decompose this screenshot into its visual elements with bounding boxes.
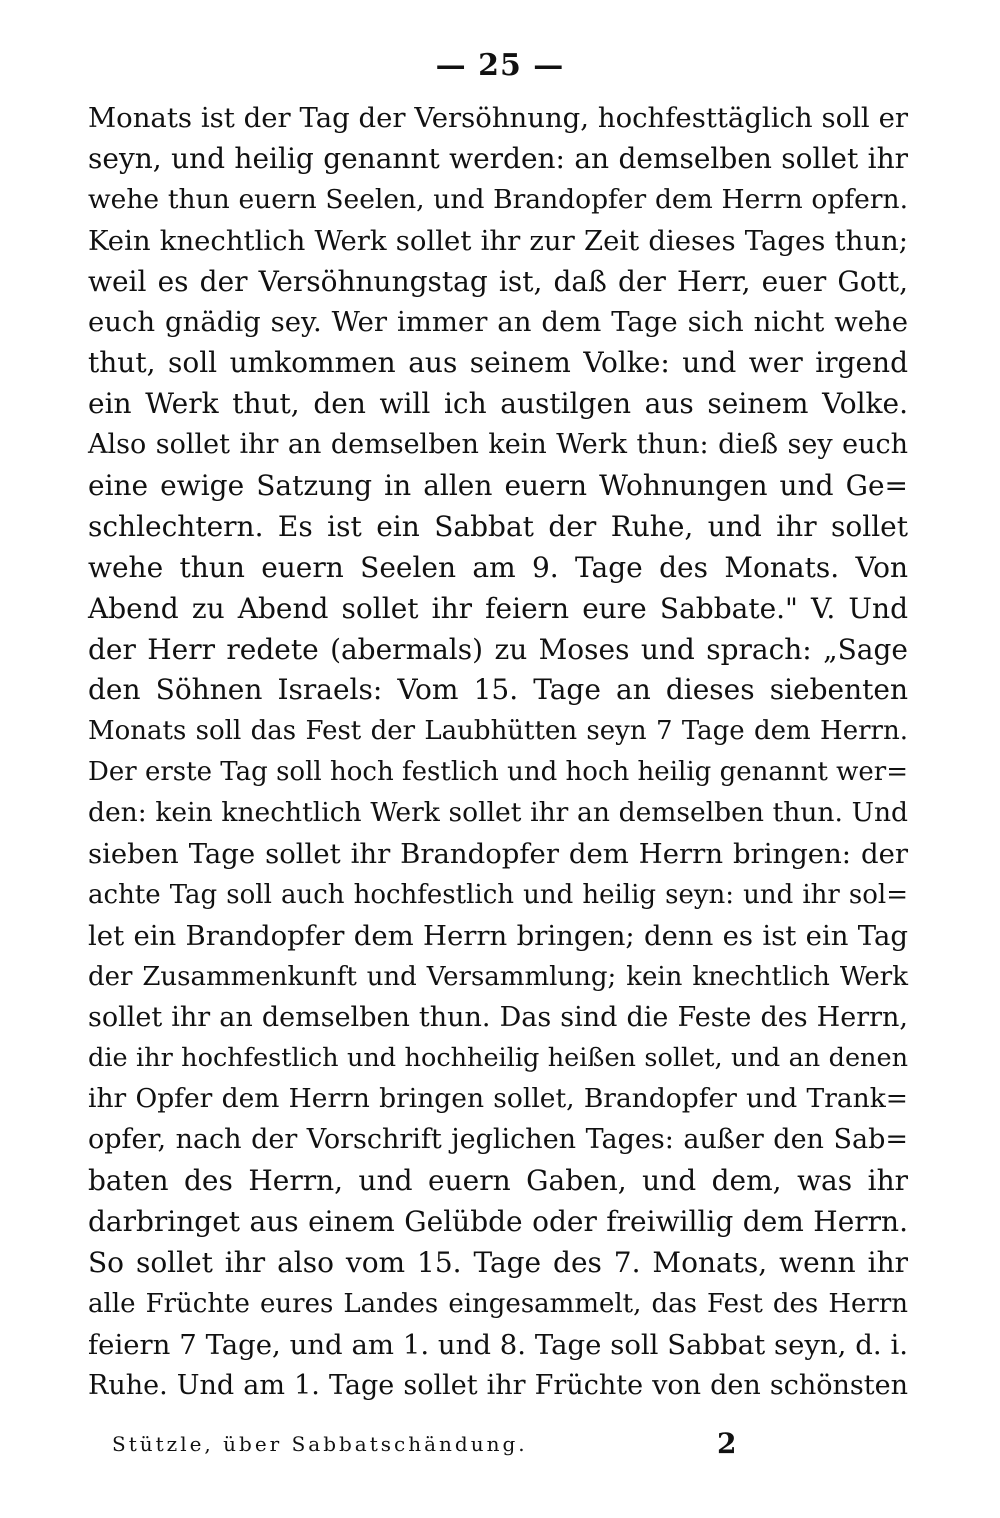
text-line: Der erste Tag soll hoch festlich und hoch heilig genannt wer=	[88, 757, 908, 788]
text-line: schlechtern. Es ist ein Sabbat der Ruhe, und ihr sollet	[88, 509, 908, 543]
text-line: thut, soll umkommen aus seinem Volke: und wer irgend	[88, 346, 908, 380]
text-line: Monats ist der Tag der Versöhnung, hochfesttäglich soll er	[88, 102, 908, 134]
text-line: alle Früchte eures Landes eingesammelt, das Fest des Herrn	[88, 1288, 908, 1319]
text-line: der Herr redete (abermals) zu Moses und sprach: „Sage	[88, 632, 908, 666]
text-line: wehe thun euern Seelen, und Brandopfer dem Herrn opfern.	[88, 183, 908, 215]
text-line: baten des Herrn, und euern Gaben, und dem, was ihr	[88, 1164, 908, 1198]
text-line: Abend zu Abend sollet ihr feiern eure Sabbate." V. Und	[88, 591, 908, 625]
text-line: ein Werk thut, den will ich austilgen aus seinem Volke.	[88, 387, 908, 421]
page-number: — 25 —	[435, 48, 565, 83]
text-line: So sollet ihr also vom 15. Tage des 7. Monats, wenn ihr	[88, 1245, 908, 1279]
text-line: sieben Tage sollet ihr Brandopfer dem Herrn bringen: der	[88, 838, 908, 871]
text-line: den: kein knechtlich Werk sollet ihr an demselben thun. Und	[88, 797, 908, 829]
text-line: darbringet aus einem Gelübde oder freiwillig dem Herrn.	[88, 1205, 908, 1239]
text-line: Monats soll das Fest der Laubhütten seyn 7 Tage dem Herrn.	[88, 716, 908, 747]
text-line: die ihr hochfestlich und hochheilig heißen sollet, und an denen	[88, 1043, 908, 1074]
text-line: eine ewige Satzung in allen euern Wohnungen und Ge=	[88, 469, 908, 503]
text-line: der Zusammenkunft und Versammlung; kein knechtlich Werk	[88, 961, 908, 992]
text-line: achte Tag soll auch hochfestlich und heilig seyn: und ihr sol=	[88, 879, 908, 910]
text-line: weil es der Versöhnungstag ist, daß der Herr, euer Gott,	[88, 264, 908, 298]
text-line: sollet ihr an demselben thun. Das sind die Feste des Herrn,	[88, 1001, 908, 1033]
page-footer	[112, 1426, 912, 1462]
text-line: opfer, nach der Vorschrift jeglichen Tages: außer den Sab=	[88, 1124, 908, 1156]
text-line: den Söhnen Israels: Vom 15. Tage an dieses siebenten	[88, 673, 908, 707]
text-line: Kein knechtlich Werk sollet ihr zur Zeit dieses Tages thun;	[88, 224, 908, 257]
text-line: seyn, und heilig genannt werden: an demselben sollet ihr	[88, 141, 908, 175]
text-line: euch gnädig sey. Wer immer an dem Tage sich nicht wehe	[88, 306, 908, 339]
text-line: Also sollet ihr an demselben kein Werk thun: dieß sey euch	[88, 429, 908, 461]
printer-signature: Stützle, über Sabbatschändung.	[112, 1432, 528, 1456]
text-line: wehe thun euern Seelen am 9. Tage des Monats. Von	[88, 550, 908, 584]
text-line: let ein Brandopfer dem Herrn bringen; denn es ist ein Tag	[88, 919, 908, 952]
text-line: Ruhe. Und am 1. Tage sollet ihr Früchte von den schönsten	[88, 1369, 908, 1401]
sheet-mark: 2	[717, 1427, 737, 1460]
body-text	[88, 98, 908, 1407]
text-line: ihr Opfer dem Herrn bringen sollet, Brandopfer und Trank=	[88, 1083, 908, 1115]
text-line: feiern 7 Tage, und am 1. und 8. Tage soll Sabbat seyn, d. i.	[88, 1328, 908, 1361]
